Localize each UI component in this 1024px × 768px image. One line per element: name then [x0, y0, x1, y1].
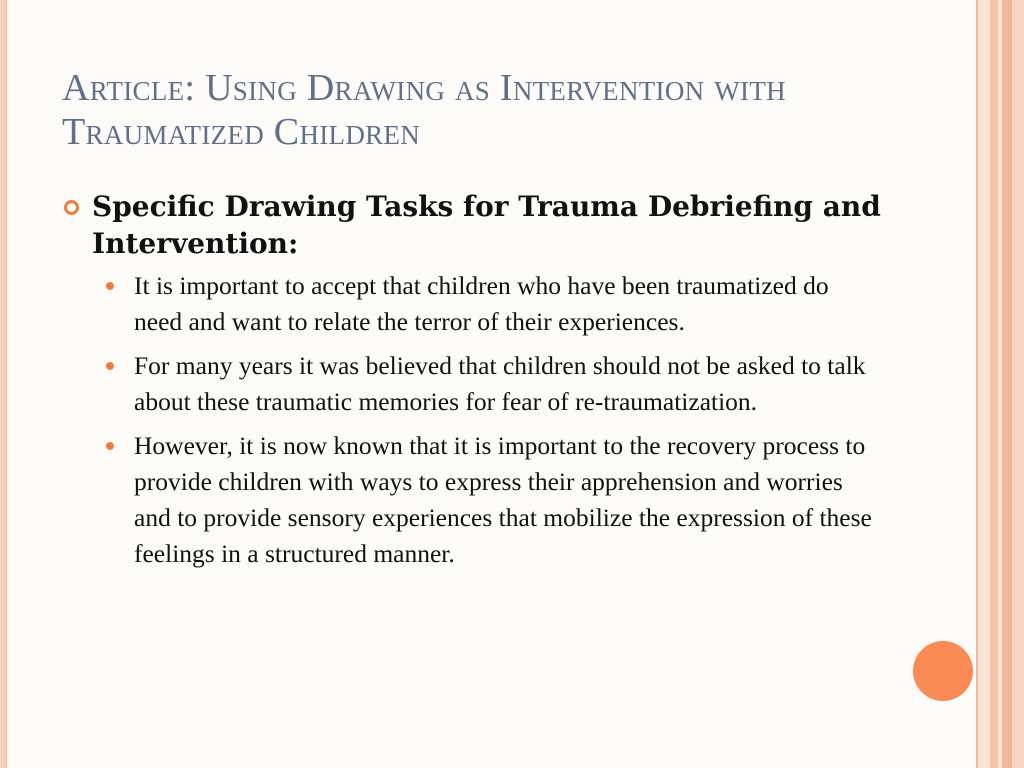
main-bullet: [62, 188, 882, 262]
stripe: [1012, 0, 1024, 768]
stripe: [990, 0, 998, 768]
list-item-text: For many years it was believed that children should not be asked to talk about these traumatic memories for fear of re-traumatization.: [134, 351, 866, 416]
list-item: [103, 348, 882, 420]
dot-bullet-icon: [106, 282, 114, 290]
slide-title: Article: Using Drawing as Intervention with Traumatized Children: [62, 67, 786, 153]
list-item: [103, 428, 882, 572]
ring-bullet-icon: [64, 200, 79, 215]
left-border-decoration: [0, 0, 7, 768]
list-item-text: However, it is now known that it is important to the recovery process to provide children with ways to express their apprehension and worries and to provide sensory experiences that mobilize the expression of these feelings in a structured manner.: [134, 431, 872, 568]
dot-bullet-icon: [106, 442, 114, 450]
dot-bullet-icon: [106, 362, 114, 370]
orange-circle-decoration: [913, 641, 973, 701]
slide-content: [62, 188, 882, 580]
main-bullet-text: Specific Drawing Tasks for Trauma Debriefing and Intervention:: [92, 190, 881, 260]
stripe: [1002, 0, 1012, 768]
list-item: [103, 268, 882, 340]
list-item-text: It is important to accept that children who have been traumatized do need and want to relate the terror of their experiences.: [134, 271, 829, 336]
stripe: [978, 0, 990, 768]
right-stripes-decoration: [976, 0, 1024, 768]
sub-bullet-list: [62, 268, 882, 572]
